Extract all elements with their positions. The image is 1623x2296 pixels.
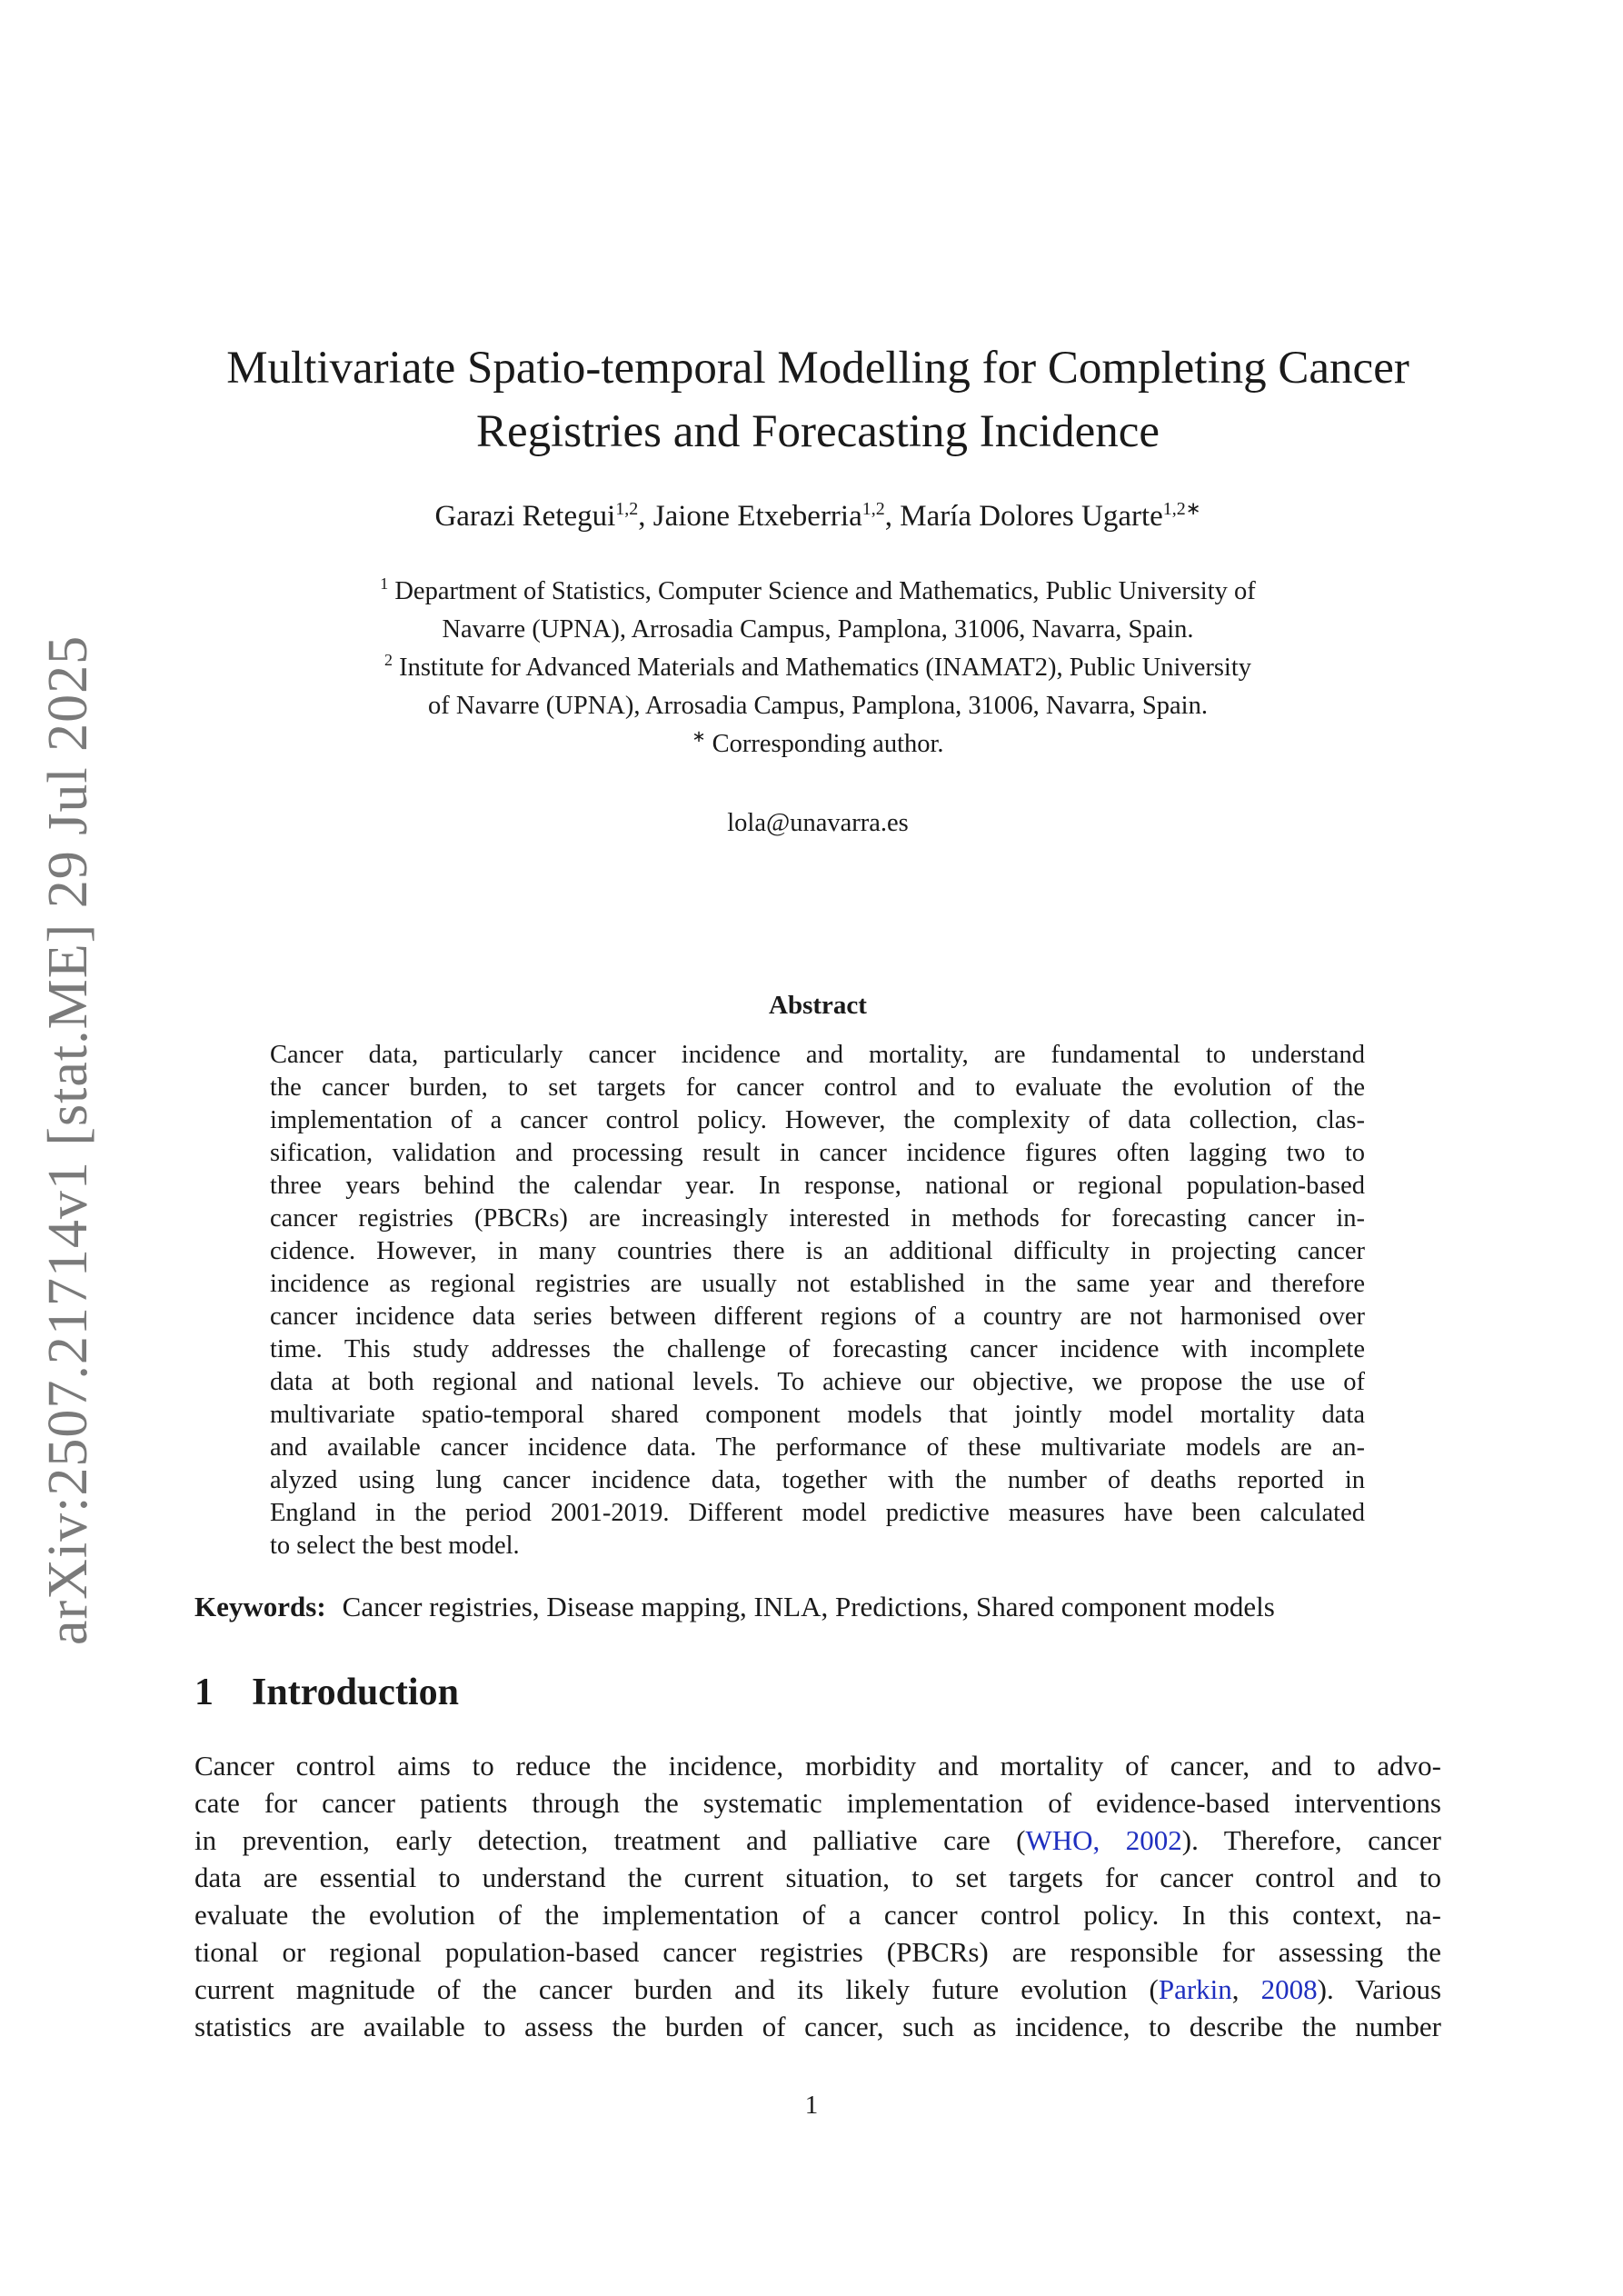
body-text-segment: tional or regional population-based cancer registries (PBCRs) are responsible for assessing the xyxy=(194,1936,1441,1968)
body-line xyxy=(194,1784,1441,1822)
author-name: Garazi Retegui xyxy=(434,500,616,533)
title-line: Multivariate Spatio-temporal Modelling for Completing Cancer xyxy=(226,343,1409,394)
citation-link[interactable]: WHO, 2002 xyxy=(1025,1824,1182,1856)
author-separator: , xyxy=(638,500,653,533)
section-number: 1 xyxy=(194,1672,214,1713)
citation-link[interactable]: Parkin xyxy=(1158,1973,1232,2005)
abstract-line: cancer incidence data series between different regions of a country are not harmonised over xyxy=(270,1303,1365,1331)
body-text-segment: in prevention, early detection, treatment and palliative care ( xyxy=(194,1824,1026,1856)
body-text-segment: ). Various xyxy=(1317,1973,1442,2005)
abstract-line: and available cancer incidence data. The performance of these multivariate models are an- xyxy=(270,1433,1365,1462)
affiliation-line: Corresponding author. xyxy=(712,730,944,758)
page-number: 1 xyxy=(804,2091,819,2120)
title-line: Registries and Forecasting Incidence xyxy=(475,406,1160,457)
abstract-body xyxy=(270,1039,1365,1562)
body-line xyxy=(194,1747,1441,1784)
body-text-segment: statistics are available to assess the burden of cancer, such as incidence, to describe the number xyxy=(194,2011,1441,2042)
abstract-line: Cancer data, particularly cancer incidence and mortality, are fundamental to understand xyxy=(270,1041,1365,1069)
affiliation-mark: 2 xyxy=(383,651,393,669)
body-line xyxy=(194,2008,1441,2045)
citation-link[interactable]: 2008 xyxy=(1260,1973,1318,2005)
affiliation-1-cont: Navarre (UPNA), Arrosadia Campus, Pamplona, 31006, Navarra, Spain. xyxy=(442,615,1194,644)
abstract-line: to select the best model. xyxy=(270,1532,520,1560)
affiliation-mark: 1 xyxy=(380,574,389,593)
abstract-heading: Abstract xyxy=(769,991,867,1020)
contact-email[interactable]: lola@unavarra.es xyxy=(727,809,909,837)
keywords-text: Cancer registries, Disease mapping, INLA, Predictions, Shared component models xyxy=(342,1591,1275,1622)
body-text-segment: cate for cancer patients through the systematic implementation of evidence-based interventions xyxy=(194,1787,1441,1819)
author-list xyxy=(145,495,1490,537)
abstract-line: data at both regional and national levels. To achieve our objective, we propose the use of xyxy=(270,1368,1365,1396)
paper-title xyxy=(145,336,1490,464)
author-affiliation-mark: 1,2∗ xyxy=(1162,499,1201,519)
abstract-line: cidence. However, in many countries there is an additional difficulty in projecting cancer xyxy=(270,1237,1365,1265)
author-affiliation-mark: 1,2 xyxy=(615,499,639,519)
author-separator: , xyxy=(884,500,901,533)
affiliation-2 xyxy=(182,649,1454,687)
abstract-line: three years behind the calendar year. In response, national or regional population-based xyxy=(270,1172,1365,1200)
body-line xyxy=(194,1933,1441,1971)
corresponding-note xyxy=(182,725,1454,764)
body-text-segment: Cancer control aims to reduce the incidence, morbidity and mortality of cancer, and to advo- xyxy=(194,1750,1441,1782)
body-line xyxy=(194,1822,1441,1859)
abstract-line: implementation of a cancer control policy. However, the complexity of data collection, clas- xyxy=(270,1106,1365,1134)
section-heading xyxy=(194,1671,459,1714)
body-text-segment: , xyxy=(1231,1973,1261,2005)
author-affiliation-mark: 1,2 xyxy=(861,499,885,519)
abstract-line: cancer registries (PBCRs) are increasingly interested in methods for forecasting cancer in- xyxy=(270,1204,1365,1233)
abstract-line: incidence as regional registries are usually not established in the same year and therefore xyxy=(270,1270,1365,1298)
keywords-label: Keywords: xyxy=(194,1591,326,1622)
body-line xyxy=(194,1859,1441,1896)
keywords xyxy=(194,1589,1441,1625)
abstract-line: England in the period 2001-2019. Different model predictive measures have been calculated xyxy=(270,1499,1365,1527)
abstract-line: multivariate spatio-temporal shared component models that jointly model mortality data xyxy=(270,1401,1365,1429)
affiliation-2-cont: of Navarre (UPNA), Arrosadia Campus, Pamplona, 31006, Navarra, Spain. xyxy=(428,692,1208,720)
arxiv-identifier-stamp: arXiv:2507.21714v1 [stat.ME] 29 Jul 2025 xyxy=(37,634,99,1645)
abstract-line: alyzed using lung cancer incidence data, together with the number of deaths reported in xyxy=(270,1466,1365,1494)
abstract-line: time. This study addresses the challenge of forecasting cancer incidence with incomplete xyxy=(270,1335,1365,1363)
body-text-segment: ). Therefore, cancer xyxy=(1181,1824,1441,1856)
body-line xyxy=(194,1971,1441,2008)
affiliations xyxy=(182,573,1454,764)
affiliation-line: Department of Statistics, Computer Science and Mathematics, Public University of xyxy=(394,577,1256,605)
introduction-body xyxy=(194,1747,1441,2045)
affiliation-line: Institute for Advanced Materials and Mathematics (INAMAT2), Public University xyxy=(399,654,1252,682)
body-text-segment: current magnitude of the cancer burden and its likely future evolution ( xyxy=(194,1973,1159,2005)
body-line xyxy=(194,1896,1441,1933)
section-title: Introduction xyxy=(252,1672,459,1713)
abstract-line: sification, validation and processing result in cancer incidence figures often lagging two to xyxy=(270,1139,1365,1167)
abstract-line: the cancer burden, to set targets for cancer control and to evaluate the evolution of the xyxy=(270,1073,1365,1102)
affiliation-mark: ∗ xyxy=(692,727,706,745)
body-text-segment: evaluate the evolution of the implementation of a cancer control policy. In this context, na- xyxy=(194,1899,1441,1931)
body-text-segment: data are essential to understand the current situation, to set targets for cancer control and to xyxy=(194,1862,1441,1893)
author-name: Jaione Etxeberria xyxy=(652,500,862,533)
author-name: María Dolores Ugarte xyxy=(900,500,1163,533)
affiliation-1 xyxy=(182,573,1454,611)
